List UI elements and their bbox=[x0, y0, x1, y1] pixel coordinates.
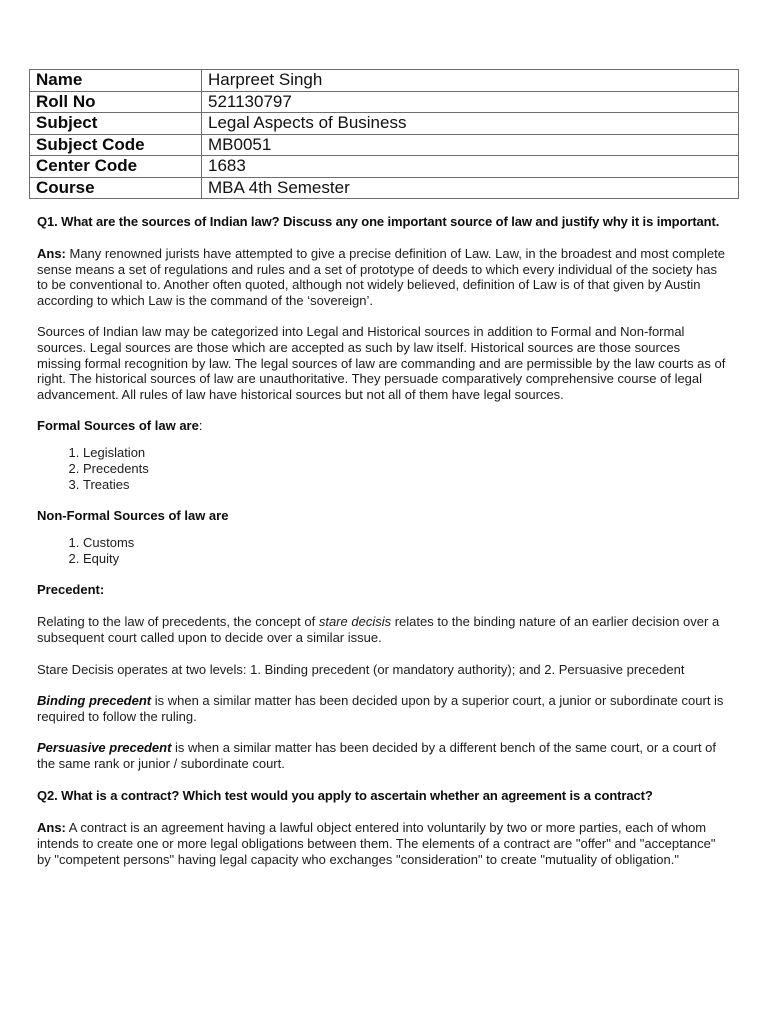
binding-precedent-term: Binding precedent bbox=[37, 693, 152, 709]
precedent-paragraph-1: Relating to the law of precedents, the concept of stare decisis relates to the binding nature of an earlier decision over a subsequent court called upon to decide over a similar issue. bbox=[37, 614, 720, 645]
roll-no-value: 521130797 bbox=[202, 91, 739, 113]
center-code-label: Center Code bbox=[30, 156, 202, 178]
answer-label: Ans: bbox=[37, 246, 66, 261]
center-code-value: 1683 bbox=[202, 156, 739, 178]
list-item: 3. Treaties bbox=[83, 477, 727, 493]
name-value: Harpreet Singh bbox=[202, 70, 739, 92]
list-item: 1. Customs bbox=[83, 535, 727, 551]
non-formal-sources-list bbox=[37, 535, 727, 566]
answer-text: Many renowned jurists have attempted to give a precise definition of Law. Law, in the broadest and most complete sense means a set of regulations and rules and a set of prototype of deeds to which every individual of the society has to be conventional to. Another often quoted, although not widely believed, definition of Law is of that given by Austin according to which Law is the command of the ‘sovereign’. bbox=[37, 246, 725, 308]
subject-label: Subject bbox=[30, 113, 202, 135]
table-row bbox=[30, 70, 739, 92]
student-info-table bbox=[29, 69, 739, 199]
course-value: MBA 4th Semester bbox=[202, 177, 739, 199]
persuasive-precedent-term: Persuasive precedent bbox=[37, 740, 172, 756]
subject-code-label: Subject Code bbox=[30, 134, 202, 156]
table-row bbox=[30, 177, 739, 199]
question-1: Q1. What are the sources of Indian law? Discuss any one important source of law and justify why it is important. bbox=[37, 214, 720, 229]
q1-answer-paragraph bbox=[37, 246, 727, 308]
persuasive-precedent-paragraph: Persuasive precedent is when a similar matter has been decided by a different bench of the same court, or a court of the same rank or junior / subordinate court. bbox=[37, 740, 717, 771]
table-row bbox=[30, 113, 739, 135]
roll-no-label: Roll No bbox=[30, 91, 202, 113]
document-body bbox=[37, 213, 727, 867]
answer-label: Ans: bbox=[37, 820, 66, 836]
precedent-heading: Precedent: bbox=[37, 582, 105, 598]
table-row bbox=[30, 134, 739, 156]
q2-answer-paragraph bbox=[37, 820, 727, 867]
course-label: Course bbox=[30, 177, 202, 199]
subject-code-value: MB0051 bbox=[202, 134, 739, 156]
formal-sources-heading: Formal Sources of law are: bbox=[37, 418, 203, 434]
question-2: Q2. What is a contract? Which test would you apply to ascertain whether an agreement is a contract? bbox=[37, 788, 653, 804]
precedent-paragraph-2: Stare Decisis operates at two levels: 1. Binding precedent (or mandatory authority); and 2. Persuasive precedent bbox=[37, 661, 685, 677]
list-item: 2. Equity bbox=[83, 551, 727, 567]
table-row bbox=[30, 156, 739, 178]
stare-decisis-term: stare decisis bbox=[318, 614, 392, 630]
formal-sources-list bbox=[37, 445, 727, 492]
list-item: 1. Legislation bbox=[83, 445, 727, 461]
name-label: Name bbox=[30, 70, 202, 92]
binding-precedent-paragraph: Binding precedent is when a similar matter has been decided upon by a superior court, a junior or subordinate court is required to follow the ruling. bbox=[37, 693, 724, 724]
table-row bbox=[30, 91, 739, 113]
answer-text: A contract is an agreement having a lawful object entered into voluntarily by two or more parties, each of whom intends to create one or more legal obligations between them. The elements of a contract are "offer" and "acceptance" by "competent persons" having legal capacity who exchanges "consideration" to create "mutuality of obligation." bbox=[37, 820, 716, 867]
subject-value: Legal Aspects of Business bbox=[202, 113, 739, 135]
list-item: 2. Precedents bbox=[83, 461, 727, 477]
sources-paragraph: Sources of Indian law may be categorized into Legal and Historical sources in addition to Formal and Non-formal sources. Legal sources are those which are accepted as such by law itself. Historical sources are those sources missing formal recognition by law. The legal sources of law are commanding and are permissible by the law courts as of right. The historical sources of law are unauthoritative. They persuade comparatively comprehensive course of legal advancement. All rules of law have historical sources but not all of them have legal sources. bbox=[37, 324, 726, 402]
non-formal-sources-heading: Non-Formal Sources of law are bbox=[37, 508, 229, 524]
